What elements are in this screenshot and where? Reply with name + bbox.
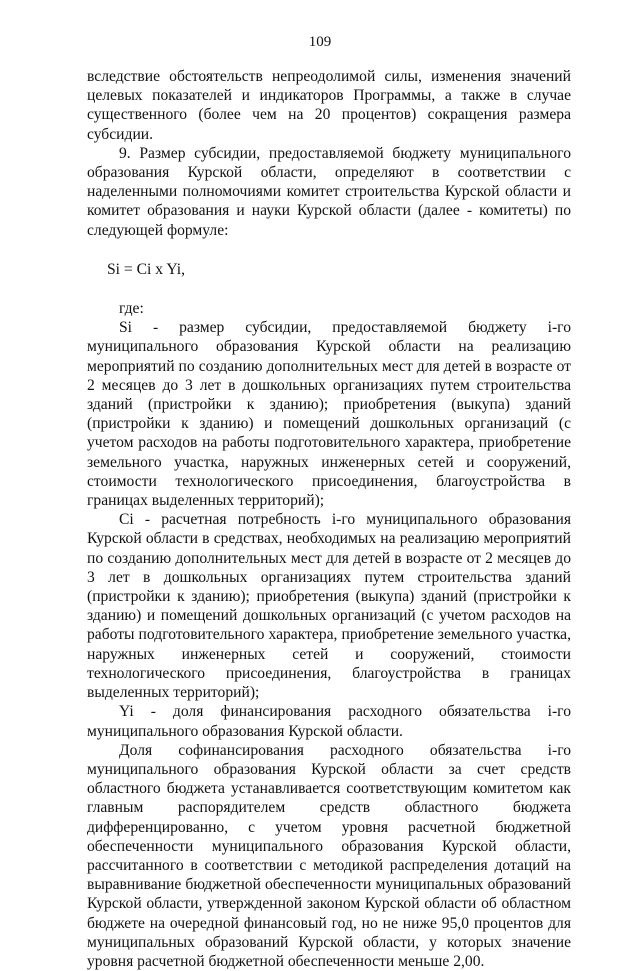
formula: Si = Ci x Yi, <box>107 260 185 278</box>
paragraph-continuation: вследствие обстоятельств непреодолимой силы, изменения значений целевых показателей и индикаторов Программы, а также в случае существенного (более чем на 20 процентов) сокращения размера субсидии. <box>87 68 571 143</box>
definition-ci: Ci - расчетная потребность i-го муниципального образования Курской области в средствах, необходимых на реализацию мероприятий по созданию дополнительных мест для детей в возрасте от 2 месяцев до 3 лет в дошкольных организациях путем строительства зданий (пристройки к зданию); приобретения (выкупа) зданий (пристройки к зданию) и помещений дошкольных организаций (с учетом расходов на работы подготовительного характера, приобретение земельного участка, наружных инженерных сетей и сооружений, стоимости технологического присоединения, благоустройства в границах выделенных территорий); <box>87 511 571 702</box>
definition-si: Si - размер субсидии, предоставляемой бюджету i-го муниципального образования Курской области на реализацию мероприятий по созданию дополнительных мест для детей в возрасте от 2 месяцев до 3 лет в дошкольных организациях путем строительства зданий (пристройки к зданию); приобретения (выкупа) зданий (пристройки к зданию) и помещений дошкольных организаций (с учетом расходов на работы подготовительного характера, приобретение земельного участка, наружных инженерных сетей и сооружений, стоимости технологического присоединения, благоустройства в границах выделенных территорий); <box>87 319 571 510</box>
page-number: 109 <box>308 34 332 50</box>
document-body <box>87 67 571 971</box>
paragraph-cofinancing: Доля софинансирования расходного обязательства i-го муниципального образования Курской области за счет средств областного бюджета устанавливается соответствующим комитетом как главным распорядителем средств областного бюджета дифференцированно, с учетом уровня расчетной бюджетной обеспеченности муниципального образования Курской области, рассчитанного в соответствии с методикой распределения дотаций на выравнивание бюджетной обеспеченности муниципальных образований Курской области, утвержденной законом Курской области об областном бюджете на очередной финансовый год, но не ниже 95,0 процентов для муниципальных образований Курской области, у которых значение уровня расчетной бюджетной обеспеченности меньше 2,00. <box>87 741 571 970</box>
where-label: где: <box>119 300 144 318</box>
paragraph-9: 9. Размер субсидии, предоставляемой бюджету муниципального образования Курской области, определяют в соответствии с наделенными полномочиями комитет строительства Курской области и комитет образования и науки Курской области (далее - комитеты) по следующей формуле: <box>87 144 571 239</box>
definition-yi: Yi - доля финансирования расходного обязательства i-го муниципального образования Курской области. <box>87 703 571 740</box>
